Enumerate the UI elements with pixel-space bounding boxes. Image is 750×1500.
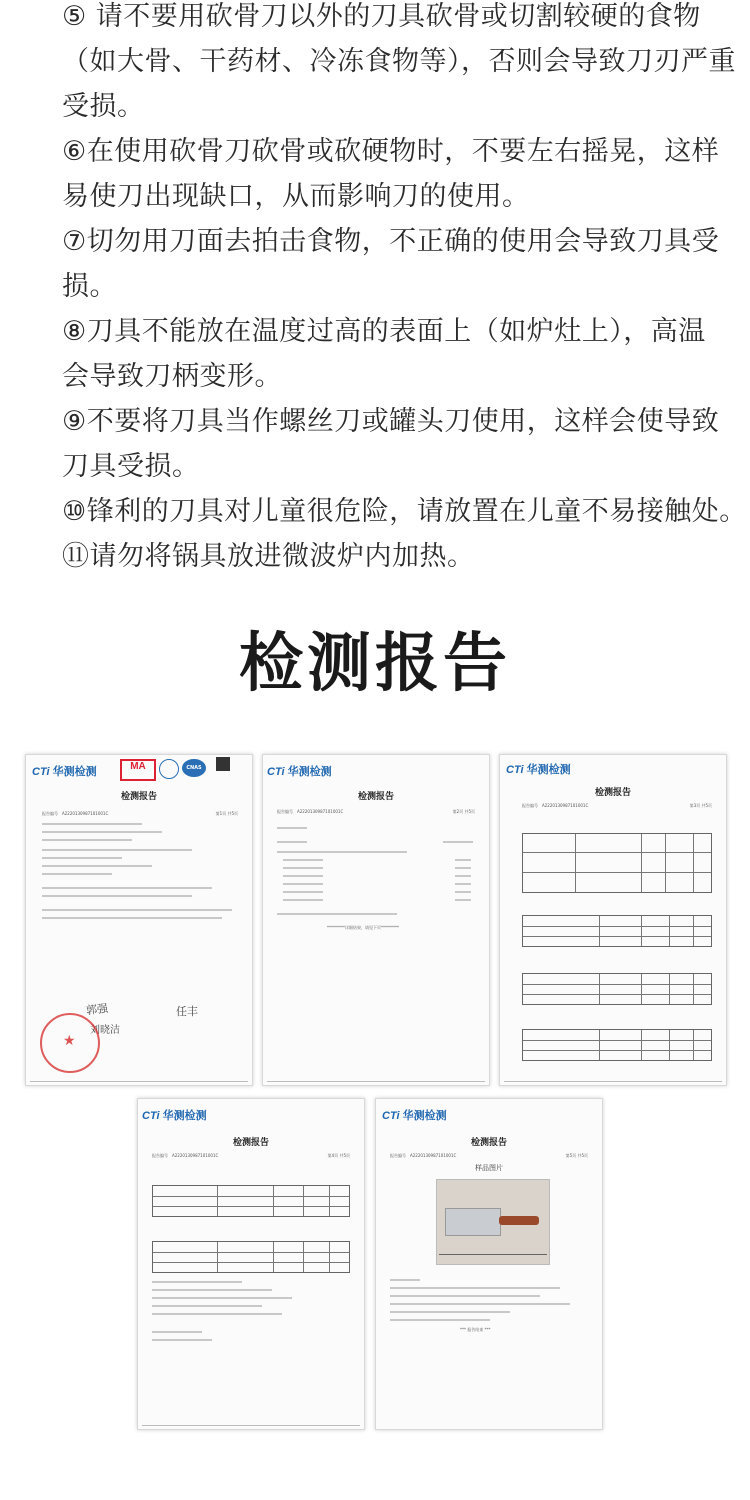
sample-photo-title: 样品图片 — [475, 1164, 503, 1172]
page-number: 第2页 共5页 — [452, 809, 475, 814]
test-result-table — [522, 973, 712, 1005]
report-page-1[interactable] — [25, 754, 253, 1086]
test-result-table — [152, 1185, 350, 1217]
report-title: 检测报告 — [120, 792, 157, 802]
cti-logo: CTi 华测检测 — [32, 766, 97, 778]
report-number: 报告编号 A2220130987101001C — [42, 811, 109, 816]
note-line: 受损。 — [62, 91, 145, 122]
report-title: 检测报告 — [357, 792, 394, 802]
note-line: ⑪请勿将锅具放进微波炉内加热。 — [62, 541, 475, 572]
qr-code-icon — [216, 757, 230, 771]
note-line: ⑤ 请不要用砍骨刀以外的刀具砍骨或切割较硬的食物 — [62, 1, 701, 32]
test-result-table — [152, 1241, 350, 1273]
knife-handle-icon — [499, 1216, 539, 1225]
page-number: 第1页 共5页 — [215, 811, 238, 816]
note-line: ⑦切勿用刀面去拍击食物，不正确的使用会导致刀具受 — [62, 226, 720, 257]
signature: 任丰 — [176, 1005, 198, 1018]
cti-logo: CTi 华测检测 — [382, 1110, 447, 1122]
note-line: 损。 — [62, 271, 117, 302]
page-number: 第3页 共5页 — [689, 803, 712, 808]
ma-badge: MA — [120, 759, 156, 781]
report-number: 报告编号 A2220130987101001C — [152, 1153, 219, 1158]
cti-logo: CTi 华测检测 — [506, 764, 571, 776]
report-title: 检测报告 — [594, 788, 631, 798]
section-title: 检测报告 — [239, 627, 511, 701]
report-page-3[interactable] — [499, 754, 727, 1086]
report-number: 报告编号 A2220130987101001C — [277, 809, 344, 814]
signature: 刘晓洁 — [90, 1025, 120, 1036]
report-page-2[interactable] — [262, 754, 490, 1086]
cnas-badge: CNAS — [182, 759, 206, 777]
note-line: 易使刀出现缺口，从而影响刀的使用。 — [62, 181, 530, 212]
cti-logo: CTi 华测检测 — [142, 1110, 207, 1122]
report-page-4[interactable] — [137, 1098, 365, 1430]
report-number: 报告编号 A2220130987101001C — [390, 1153, 457, 1158]
report-end-note: *** 报告结束 *** — [460, 1327, 491, 1332]
note-line: ⑩锋利的刀具对儿童很危险，请放置在儿童不易接触处。 — [62, 496, 747, 527]
report-end-note: *********详细结果，请见下页********* — [327, 925, 399, 930]
ilac-seal-icon — [159, 759, 179, 779]
note-line: ⑨不要将刀具当作螺丝刀或罐头刀使用，这样会使导致 — [62, 406, 720, 437]
ruler-icon — [439, 1254, 547, 1260]
knife-blade-icon — [445, 1208, 501, 1236]
report-title: 检测报告 — [470, 1138, 507, 1148]
company-seal-icon: ★ — [40, 1013, 100, 1073]
note-line: 刀具受损。 — [62, 451, 200, 482]
page-number: 第5页 共5页 — [565, 1153, 588, 1158]
report-title: 检测报告 — [232, 1138, 269, 1148]
sample-photo — [436, 1179, 550, 1265]
note-line: （如大骨、干药材、冷冻食物等），否则会导致刀刃严重 — [62, 46, 736, 77]
report-page-5[interactable] — [375, 1098, 603, 1430]
test-result-table — [522, 833, 712, 893]
note-line: 会导致刀柄变形。 — [62, 361, 282, 392]
usage-notes — [62, 0, 747, 579]
test-result-table — [522, 1029, 712, 1061]
cti-logo: CTi 华测检测 — [267, 766, 332, 778]
page-number: 第4页 共5页 — [327, 1153, 350, 1158]
report-number: 报告编号 A2220130987101001C — [522, 803, 589, 808]
signature: 郭强 — [85, 1001, 109, 1018]
note-line: ⑥在使用砍骨刀砍骨或砍硬物时，不要左右摇晃，这样 — [62, 136, 720, 167]
test-result-table — [522, 915, 712, 947]
note-line: ⑧刀具不能放在温度过高的表面上（如炉灶上），高温 — [62, 316, 706, 347]
